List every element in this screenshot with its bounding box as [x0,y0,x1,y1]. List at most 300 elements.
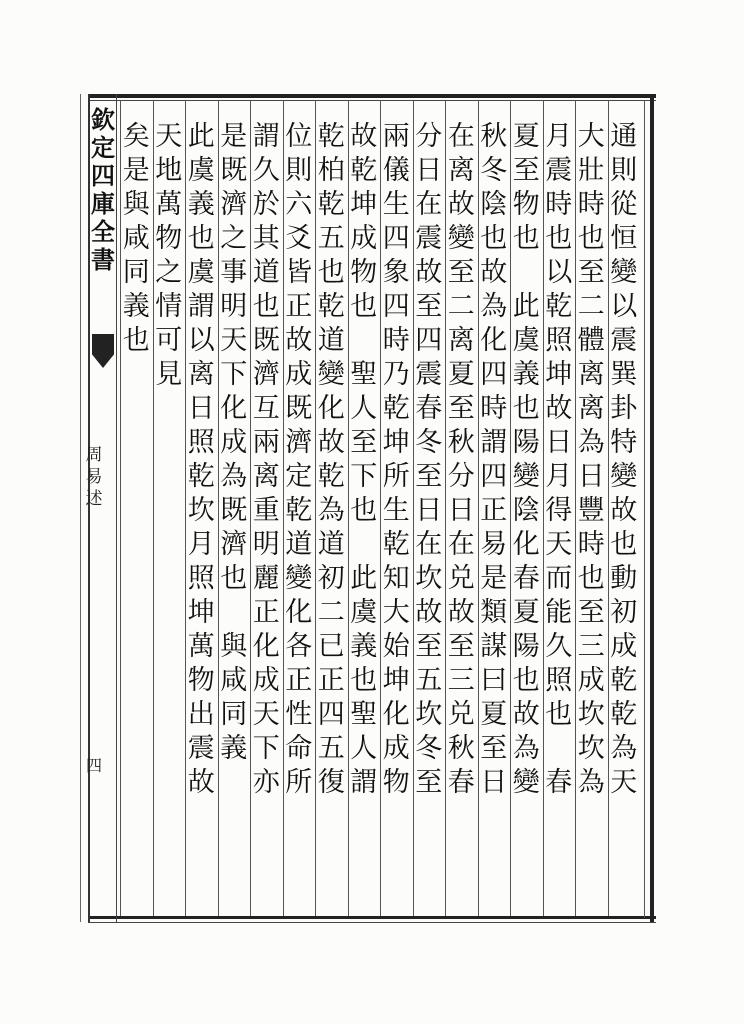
glyph: 夏 [512,597,540,628]
glyph: 物 [382,767,410,798]
glyph: 豐 [577,495,605,526]
glyph: 乾 [187,461,215,492]
glyph: 震 [415,359,443,390]
glyph: 成 [252,665,280,696]
glyph: 离 [447,325,475,356]
glyph: 在 [415,189,443,220]
glyph: 人 [350,733,378,764]
glyph: 為 [577,427,605,458]
glyph: 各 [285,631,313,662]
glyph: 故 [415,597,443,628]
glyph: 化 [512,529,540,560]
glyph: 同 [122,257,150,288]
glyph: 四 [480,461,508,492]
glyph: 照 [545,665,573,696]
glyph: 體 [577,325,605,356]
glyph: 道 [285,529,313,560]
glyph: 故 [285,325,313,356]
glyph: 物 [512,189,540,220]
glyph: 照 [545,325,573,356]
glyph: 之 [155,257,183,288]
glyph: 故 [350,121,378,152]
glyph: 與 [122,189,150,220]
glyph: 至 [480,733,508,764]
glyph: 乾 [285,495,313,526]
frame-bottom-border [88,916,656,919]
glyph: 謂 [480,427,508,458]
glyph: 儀 [382,155,410,186]
glyph: 以 [610,291,638,322]
glyph: 日 [577,461,605,492]
glyph: 陰 [512,495,540,526]
glyph: 春 [545,767,573,798]
glyph: 人 [350,393,378,424]
glyph: 已 [317,631,345,662]
glyph: 義 [220,733,248,764]
glyph: 正 [480,495,508,526]
glyph: 故 [480,257,508,288]
frame-top-inner-border [88,100,656,101]
glyph: 坤 [545,359,573,390]
glyph: 化 [317,393,345,424]
glyph: 故 [545,393,573,424]
glyph: 也 [480,223,508,254]
glyph: 其 [252,223,280,254]
page-number: 四 [85,756,102,775]
glyph: 坎 [415,563,443,594]
glyph: 天 [545,529,573,560]
glyph: 陽 [512,427,540,458]
glyph: 至 [447,257,475,288]
glyph: 出 [187,699,215,730]
glyph: 分 [447,461,475,492]
glyph: 時 [577,529,605,560]
glyph: 离 [187,359,215,390]
glyph: 動 [610,563,638,594]
glyph: 日 [480,767,508,798]
glyph: 春 [447,767,475,798]
glyph: 聖 [350,699,378,730]
glyph: 离 [252,461,280,492]
glyph: 乾 [545,291,573,322]
glyph: 是 [220,121,248,152]
glyph: 濟 [252,359,280,390]
glyph: 成 [382,733,410,764]
glyph: 物 [187,665,215,696]
glyph: 虞 [187,155,215,186]
glyph: 為 [610,733,638,764]
glyph: 至 [577,597,605,628]
glyph: 亦 [252,767,280,798]
glyph: 月 [187,529,215,560]
glyph: 變 [512,461,540,492]
glyph: 坤 [350,189,378,220]
glyph: 日 [415,155,443,186]
glyph: 在 [415,529,443,560]
glyph: 麗 [252,563,280,594]
glyph: 濟 [285,427,313,458]
glyph: 得 [545,495,573,526]
glyph: 坤 [382,427,410,458]
glyph: 至 [415,631,443,662]
glyph: 四 [480,359,508,390]
glyph: 秋 [447,733,475,764]
glyph: 至 [577,257,605,288]
glyph: 陰 [480,189,508,220]
frame-bottom-inner-border [88,922,656,923]
glyph: 夏 [447,359,475,390]
glyph: 皆 [285,257,313,288]
glyph: 時 [545,189,573,220]
glyph: 定 [285,461,313,492]
glyph: 五 [415,665,443,696]
glyph: 復 [317,767,345,798]
glyph: 初 [610,597,638,628]
glyph: 正 [317,665,345,696]
glyph: 為 [512,733,540,764]
glyph: 大 [382,597,410,628]
glyph: 日 [545,427,573,458]
glyph: 所 [382,461,410,492]
glyph: 與 [220,631,248,662]
glyph: 通 [610,121,638,152]
title-char: 庫 [91,189,115,218]
glyph: 分 [415,121,443,152]
glyph: 時 [382,325,410,356]
glyph: 也 [512,223,540,254]
glyph: 於 [252,189,280,220]
glyph: 也 [350,291,378,322]
glyph: 震 [610,325,638,356]
glyph: 變 [447,223,475,254]
glyph: 物 [155,223,183,254]
glyph: 日 [447,495,475,526]
glyph: 照 [187,427,215,458]
glyph: 謂 [350,767,378,798]
glyph: 乾 [317,461,345,492]
glyph: 是 [122,155,150,186]
glyph: 下 [252,733,280,764]
glyph: 坎 [577,699,605,730]
glyph: 咸 [122,223,150,254]
glyph: 可 [155,325,183,356]
glyph: 以 [545,257,573,288]
glyph: 也 [512,665,540,696]
title-char: 周 [85,445,103,465]
glyph: 爻 [285,223,313,254]
title-char: 四 [91,161,115,190]
glyph: 也 [545,223,573,254]
glyph: 濟 [220,189,248,220]
glyph: 四 [317,699,345,730]
glyph: 既 [285,393,313,424]
glyph: 性 [285,699,313,730]
glyph: 互 [252,393,280,424]
glyph: 大 [577,121,605,152]
glyph: 四 [415,325,443,356]
glyph: 化 [285,597,313,628]
glyph: 壯 [577,155,605,186]
glyph: 至 [447,393,475,424]
text-column [109,120,163,910]
title-char: 述 [85,489,103,509]
glyph: 至 [415,461,443,492]
glyph: 成 [220,427,248,458]
glyph: 化 [220,393,248,424]
glyph: 乾 [382,393,410,424]
glyph: 道 [252,257,280,288]
glyph: 陽 [512,631,540,662]
glyph: 久 [252,155,280,186]
glyph: 正 [285,291,313,322]
glyph: 四 [382,291,410,322]
glyph: 生 [382,495,410,526]
glyph: 變 [610,257,638,288]
glyph: 久 [545,631,573,662]
glyph: 既 [252,325,280,356]
glyph: 之 [220,223,248,254]
glyph: 此 [350,563,378,594]
glyph: 義 [187,189,215,220]
glyph: 兑 [447,699,475,730]
glyph: 既 [220,155,248,186]
glyph: 月 [545,121,573,152]
glyph: 坎 [187,495,215,526]
glyph: 三 [577,631,605,662]
glyph: 在 [447,121,475,152]
glyph: 此 [512,291,540,322]
glyph: 坤 [187,597,215,628]
glyph: 時 [577,189,605,220]
glyph: 謀 [480,631,508,662]
glyph: 至 [415,291,443,322]
glyph: 故 [610,495,638,526]
glyph: 易 [480,529,508,560]
glyph: 乾 [317,189,345,220]
glyph: 位 [285,121,313,152]
glyph: 萬 [187,631,215,662]
glyph: 天 [155,121,183,152]
glyph: 化 [382,699,410,730]
glyph: 也 [350,495,378,526]
glyph: 所 [285,767,313,798]
glyph: 故 [447,189,475,220]
glyph: 成 [577,665,605,696]
glyph: 照 [187,563,215,594]
glyph: 此 [187,121,215,152]
glyph: 情 [155,291,183,322]
glyph: 震 [545,155,573,186]
glyph: 成 [285,359,313,390]
glyph: 故 [187,767,215,798]
glyph: 兩 [382,121,410,152]
glyph: 萬 [155,189,183,220]
glyph: 始 [382,631,410,662]
glyph: 夏 [480,699,508,730]
glyph: 地 [155,155,183,186]
glyph: 乾 [610,699,638,730]
glyph: 三 [447,665,475,696]
glyph: 為 [220,461,248,492]
glyph: 坤 [382,665,410,696]
glyph: 而 [545,563,573,594]
glyph: 至 [447,631,475,662]
glyph: 也 [512,393,540,424]
glyph: 冬 [415,733,443,764]
glyph: 義 [512,359,540,390]
glyph: 二 [447,291,475,322]
glyph: 以 [187,325,215,356]
glyph: 謂 [187,291,215,322]
glyph: 也 [252,291,280,322]
glyph: 正 [252,597,280,628]
glyph: 變 [610,461,638,492]
glyph: 故 [447,597,475,628]
glyph: 見 [155,359,183,390]
glyph: 化 [480,325,508,356]
glyph: 也 [317,257,345,288]
glyph: 故 [512,699,540,730]
glyph: 恒 [610,223,638,254]
glyph: 至 [512,155,540,186]
glyph: 下 [350,461,378,492]
glyph: 義 [122,291,150,322]
glyph: 故 [415,257,443,288]
title-char: 易 [85,467,103,487]
title-char: 欽 [91,105,115,134]
glyph: 明 [220,291,248,322]
glyph: 坎 [577,733,605,764]
glyph: 秋 [480,121,508,152]
glyph: 知 [382,563,410,594]
glyph: 日 [415,495,443,526]
glyph: 也 [577,223,605,254]
glyph: 能 [545,597,573,628]
frame-top-border [88,94,656,98]
glyph: 乾 [382,529,410,560]
glyph: 震 [415,223,443,254]
glyph: 下 [220,359,248,390]
glyph: 變 [285,563,313,594]
glyph: 天 [220,325,248,356]
glyph: 曰 [480,665,508,696]
glyph: 冬 [480,155,508,186]
glyph: 命 [285,733,313,764]
glyph: 也 [220,563,248,594]
glyph: 從 [610,189,638,220]
glyph: 謂 [252,121,280,152]
glyph: 天 [610,767,638,798]
glyph: 故 [317,427,345,458]
glyph: 則 [285,155,313,186]
glyph: 類 [480,597,508,628]
glyph: 為 [577,767,605,798]
glyph: 兑 [447,563,475,594]
glyph: 春 [415,393,443,424]
glyph: 柏 [317,155,345,186]
glyph: 成 [610,631,638,662]
glyph: 二 [577,291,605,322]
glyph: 虞 [512,325,540,356]
glyph: 也 [577,563,605,594]
glyph: 重 [252,495,280,526]
glyph: 義 [350,631,378,662]
glyph: 特 [610,427,638,458]
fold-line [80,94,81,922]
glyph: 則 [610,155,638,186]
glyph: 五 [317,733,345,764]
glyph: 冬 [415,427,443,458]
glyph: 濟 [220,529,248,560]
title-char: 全 [91,217,115,246]
glyph: 五 [317,223,345,254]
glyph: 是 [480,563,508,594]
glyph: 事 [220,257,248,288]
glyph: 化 [252,631,280,662]
glyph: 乾 [317,121,345,152]
glyph: 日 [187,393,215,424]
glyph: 秋 [447,427,475,458]
glyph: 也 [350,665,378,696]
glyph: 离 [447,155,475,186]
glyph: 二 [317,597,345,628]
glyph: 為 [480,291,508,322]
glyph: 正 [285,665,313,696]
glyph: 變 [512,767,540,798]
glyph: 夏 [512,121,540,152]
glyph: 乾 [350,155,378,186]
glyph: 變 [317,359,345,390]
glyph: 六 [285,189,313,220]
glyph: 為 [317,495,345,526]
glyph: 在 [447,529,475,560]
glyph: 矣 [122,121,150,152]
glyph: 四 [382,223,410,254]
glyph: 咸 [220,665,248,696]
glyph: 卦 [610,393,638,424]
glyph: 虞 [187,257,215,288]
glyph: 道 [317,529,345,560]
glyph: 也 [187,223,215,254]
glyph: 巽 [610,359,638,390]
glyph: 兩 [252,427,280,458]
glyph: 也 [610,529,638,560]
glyph: 乾 [317,291,345,322]
glyph: 物 [350,257,378,288]
glyph: 坎 [415,699,443,730]
glyph: 虞 [350,597,378,628]
glyph: 時 [480,393,508,424]
glyph: 月 [545,461,573,492]
glyph: 离 [577,359,605,390]
glyph: 震 [187,733,215,764]
book-title [84,444,104,510]
glyph: 至 [350,427,378,458]
glyph: 天 [252,699,280,730]
glyph: 初 [317,563,345,594]
glyph: 也 [122,325,150,356]
glyph: 生 [382,189,410,220]
glyph: 成 [350,223,378,254]
glyph: 春 [512,563,540,594]
glyph: 乾 [610,665,638,696]
glyph: 离 [577,393,605,424]
glyph: 既 [220,495,248,526]
glyph: 也 [545,699,573,730]
title-char: 書 [91,245,115,274]
glyph: 明 [252,529,280,560]
title-char: 定 [91,133,115,162]
